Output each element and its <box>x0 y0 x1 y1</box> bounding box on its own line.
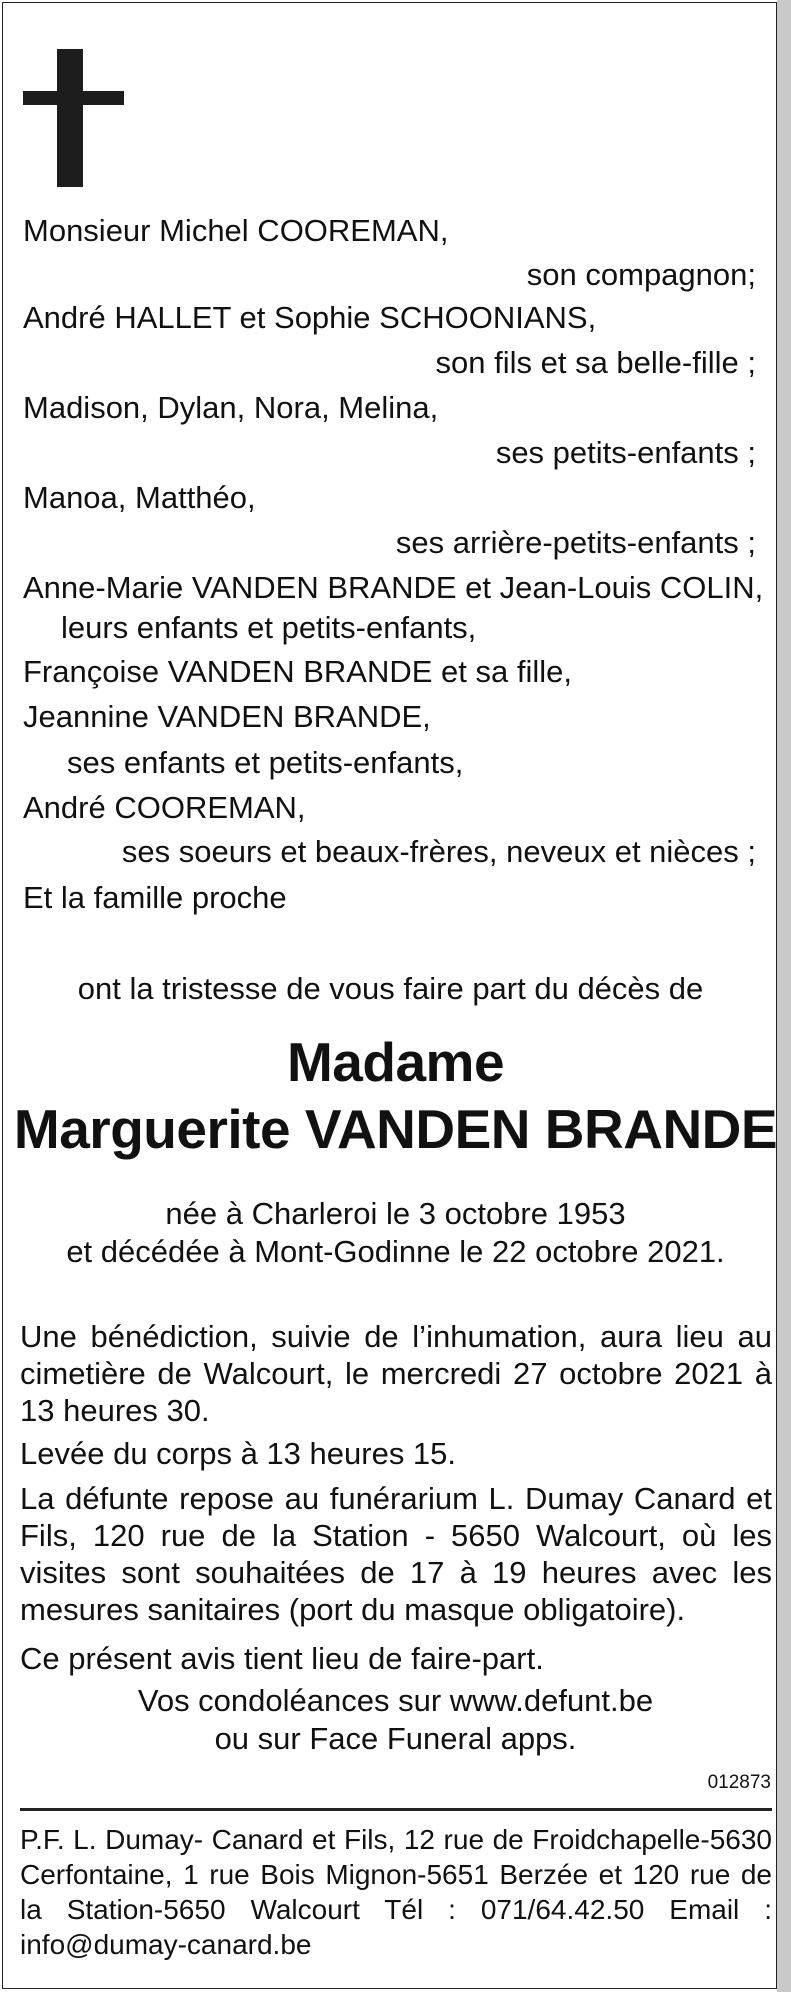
notice-paragraph: Ce présent avis tient lieu de faire-part. <box>20 1641 544 1676</box>
condolences-line: ou sur Face Funeral apps. <box>214 1721 577 1756</box>
family-line: Anne-Marie VANDEN BRANDE et Jean-Louis COLIN, <box>23 570 764 605</box>
family-line: Manoa, Matthéo, <box>23 480 256 515</box>
condolences-line: Vos condoléances sur www.defunt.be <box>137 1683 654 1718</box>
family-relation: ses petits-enfants ; <box>495 435 756 470</box>
ceremony-paragraph: Une bénédiction, suivie de l’inhumation, aura lieu au cimetière de Walcourt, le mercredi 27 octobre 2021 à 13 heures 30. <box>20 1319 772 1428</box>
family-line: Et la famille proche <box>23 880 287 915</box>
death-info: et décédée à Mont-Godinne le 22 octobre 2021. <box>66 1234 725 1269</box>
family-line: Monsieur Michel COOREMAN, <box>23 213 449 248</box>
family-line: Jeannine VANDEN BRANDE, <box>23 699 431 734</box>
family-line: André HALLET et Sophie SCHOONIANS, <box>23 300 597 335</box>
announcement: ont la tristesse de vous faire part du décès de <box>77 971 704 1006</box>
family-line: Françoise VANDEN BRANDE et sa fille, <box>23 654 572 689</box>
birth-info: née à Charleroi le 3 octobre 1953 <box>165 1196 626 1231</box>
family-line: André COOREMAN, <box>23 790 306 825</box>
family-relation: ses enfants et petits-enfants, <box>67 745 464 780</box>
family-relation: ses arrière-petits-enfants ; <box>395 525 756 560</box>
deceased-title: Madame <box>286 1031 505 1093</box>
viewing-paragraph: Levée du corps à 13 heures 15. <box>20 1436 457 1471</box>
reference-number: 012873 <box>707 1772 771 1793</box>
funeral-home-paragraph: La défunte repose au funérarium L. Dumay Canard et Fils, 120 rue de la Station - 5650 Walcourt, où les visites sont souhaitées de 17 à 19 heures avec les mesures sanitaires (port du masque obligatoire). <box>20 1481 772 1627</box>
family-relation: ses soeurs et beaux-frères, neveux et nièces ; <box>121 834 756 869</box>
family-relation: son compagnon; <box>526 257 756 292</box>
family-relation: son fils et sa belle-fille ; <box>435 345 756 380</box>
deceased-name: Marguerite VANDEN BRANDE <box>13 1098 778 1160</box>
divider <box>20 1808 772 1811</box>
funeral-director-info: P.F. L. Dumay- Canard et Fils, 12 rue de Froidchapelle-5630 Cerfontaine, 1 rue Bois Mignon-5651 Berzée et 120 rue de la Station-5650 Walcourt Tél : 071/64.42.50 Email : info@dumay-canard.be <box>20 1824 772 1960</box>
cross-icon <box>23 49 124 187</box>
family-relation: leurs enfants et petits-enfants, <box>61 610 477 645</box>
family-line: Madison, Dylan, Nora, Melina, <box>23 390 439 425</box>
